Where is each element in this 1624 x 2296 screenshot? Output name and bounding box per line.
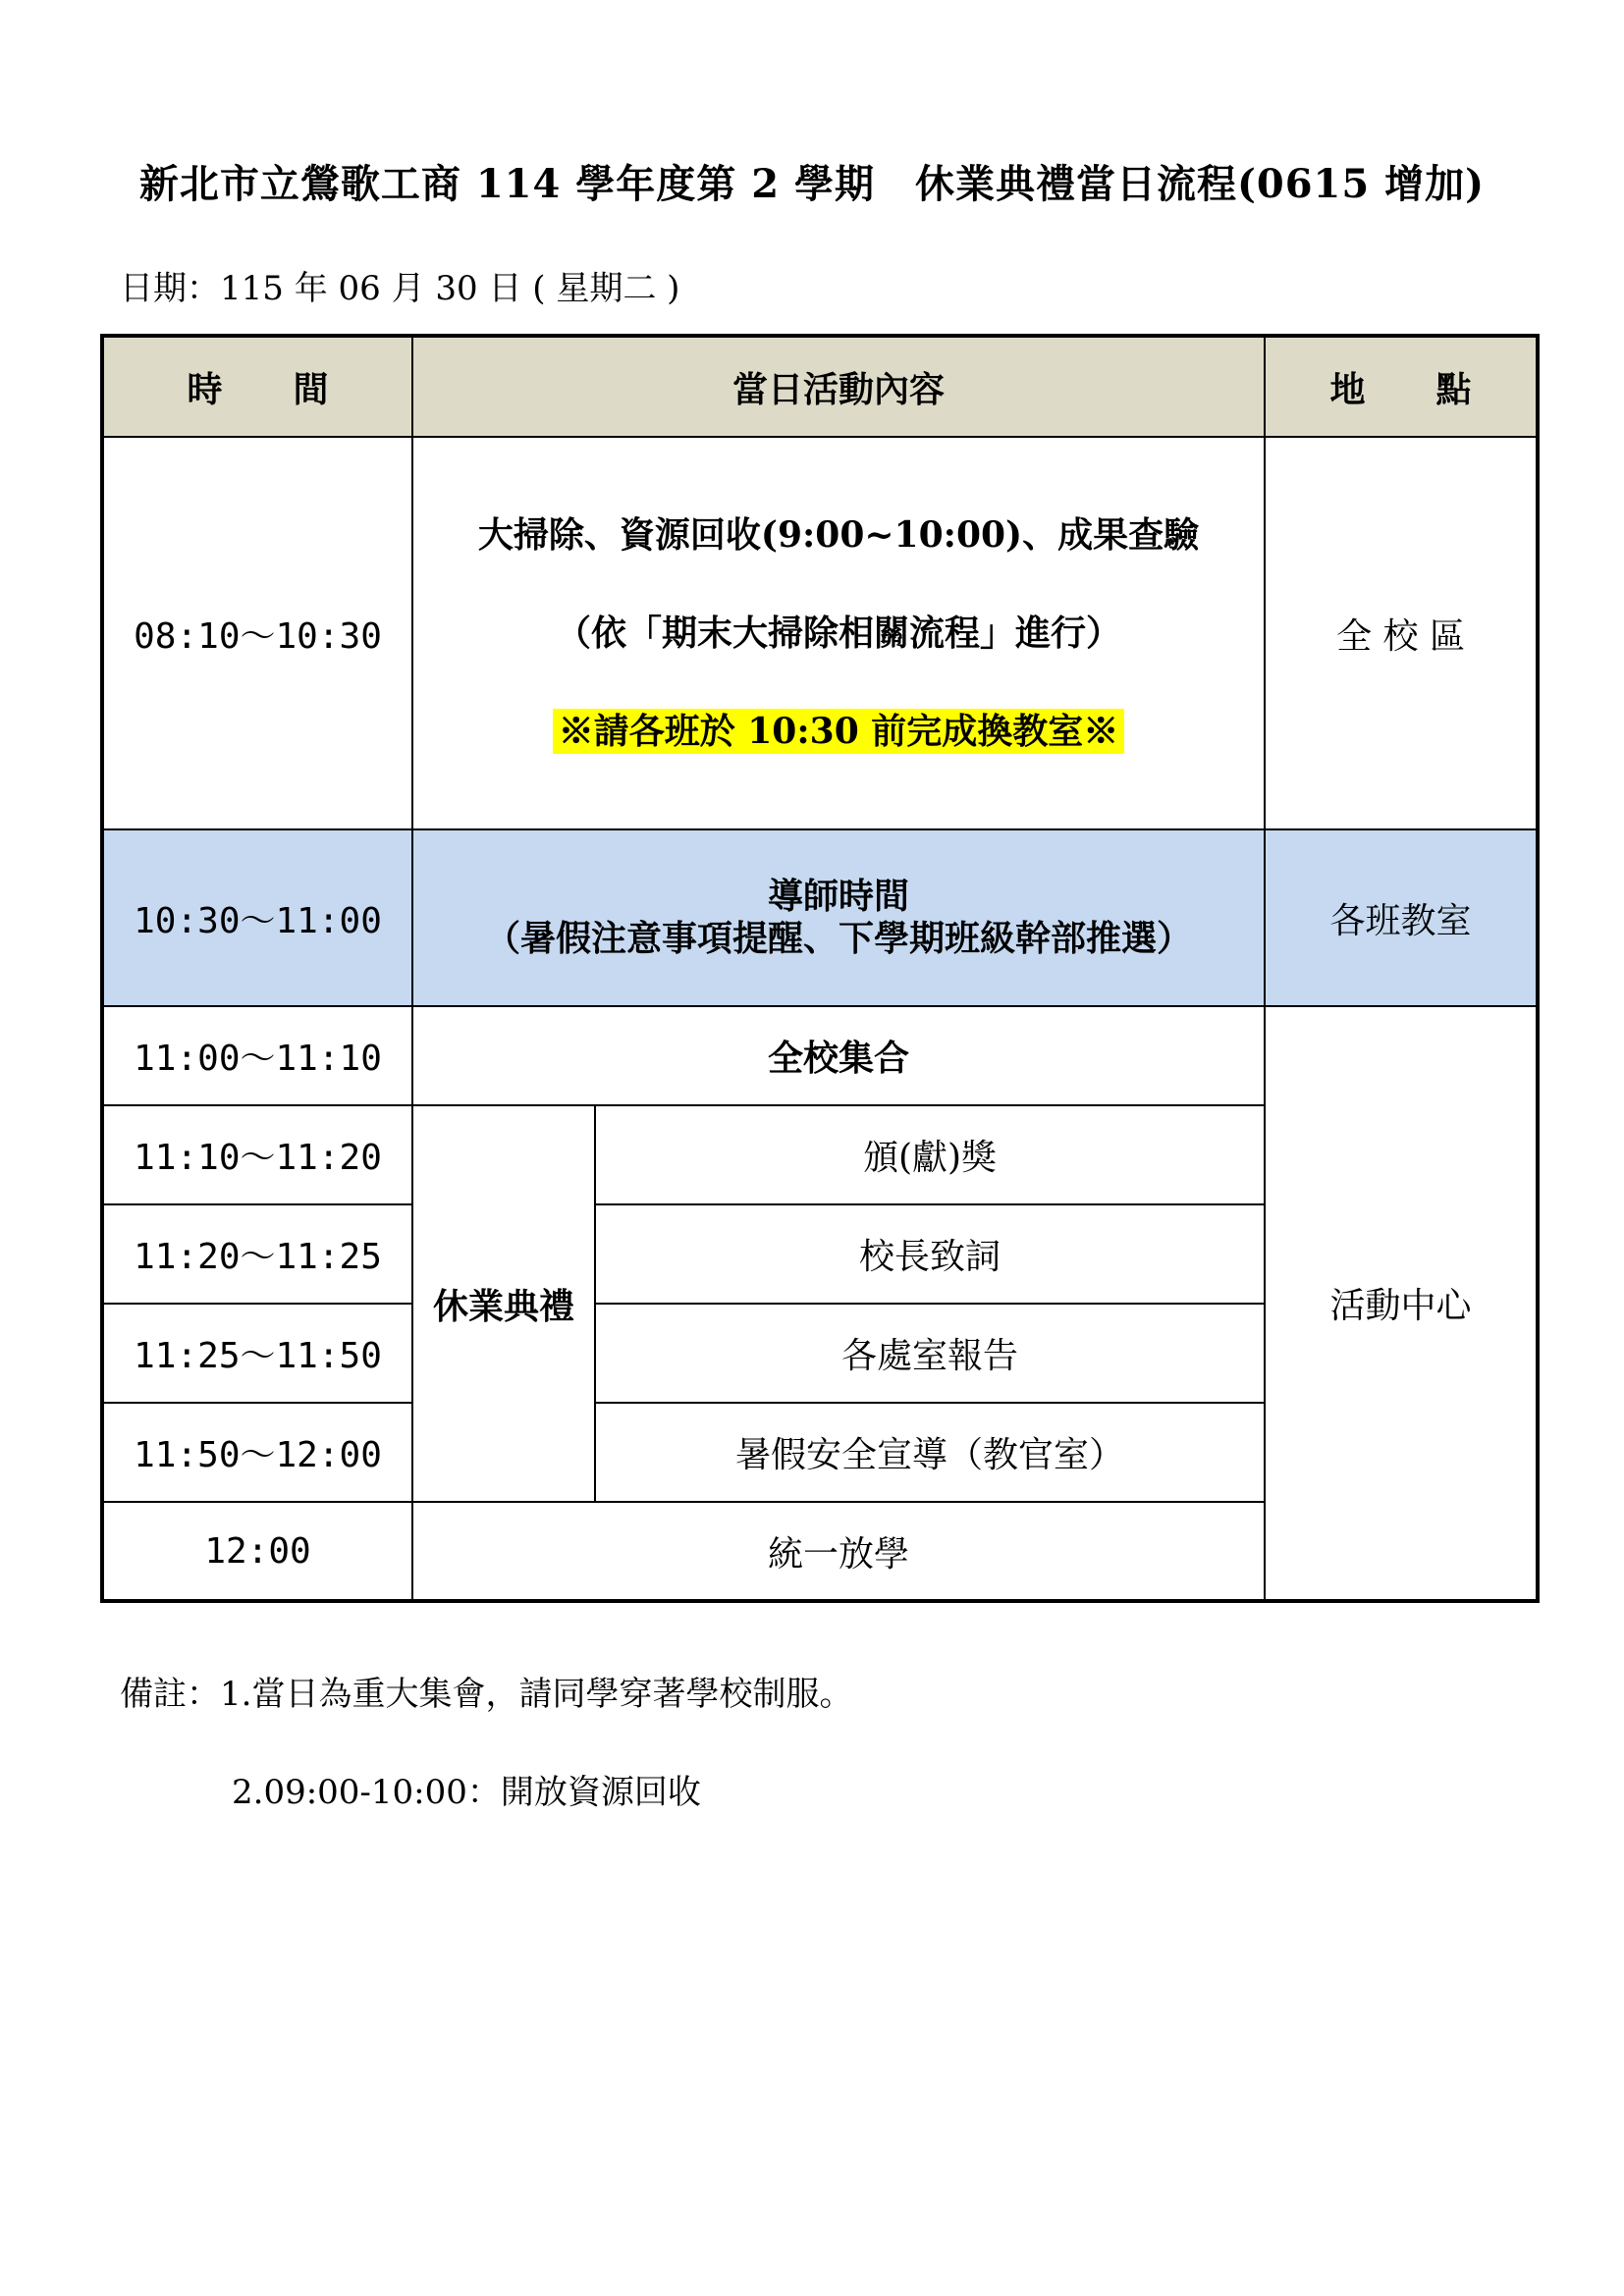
header-time: 時 間 [102,336,412,437]
header-activity: 當日活動內容 [412,336,1265,437]
activity-cell: 統一放學 [412,1502,1265,1601]
time-cell: 08:10～10:30 [102,437,412,829]
table-row-assembly [102,1006,1538,1105]
notes-section [120,1645,852,1842]
header-location: 地 點 [1265,336,1538,437]
time-cell: 11:25～11:50 [102,1304,412,1403]
location-cell: 全 校 區 [1265,437,1538,829]
time-cell: 11:20～11:25 [102,1204,412,1304]
activity-notice-line [413,682,1264,780]
activity-line: 導師時間 [768,875,910,917]
time-cell: 11:00～11:10 [102,1006,412,1105]
activity-cell: 校長致詞 [595,1204,1265,1304]
highlighted-notice: ※請各班於 10:30 前完成換教室※ [553,709,1125,754]
note-line: 2.09:00-10:00：開放資源回收 [232,1773,701,1812]
table-row-cleaning [102,437,1538,829]
schedule-table [100,334,1540,1603]
activity-cell-homeroom [412,829,1265,1006]
time-cell: 10:30～11:00 [102,829,412,1006]
activity-cell: 各處室報告 [595,1304,1265,1403]
table-row-homeroom [102,829,1538,1006]
activity-cell: 全校集合 [412,1006,1265,1105]
activity-cell: 暑假安全宣導（教官室） [595,1403,1265,1502]
note-line: 備註：1.當日為重大集會，請同學穿著學校制服。 [120,1675,853,1714]
location-cell: 各班教室 [1265,829,1538,1006]
activity-cell: 頒(獻)獎 [595,1105,1265,1204]
time-cell: 11:50～12:00 [102,1403,412,1502]
activity-cell-cleaning [412,437,1265,829]
document-title: 新北市立鶯歌工商 114 學年度第 2 學期 休業典禮當日流程(0615 增加) [138,161,1486,207]
ceremony-label-cell: 休業典禮 [412,1105,595,1502]
activity-line: 大掃除、資源回收(9:00~10:00)、成果查驗 [477,514,1200,556]
activity-line: （暑假注意事項提醒、下學期班級幹部推選） [485,918,1193,959]
time-cell: 12:00 [102,1502,412,1601]
time-cell: 11:10～11:20 [102,1105,412,1204]
table-header-row [102,336,1538,437]
location-cell-merged: 活動中心 [1265,1006,1538,1601]
date-line: 日期：115 年 06 月 30 日 ( 星期二 ) [120,269,680,308]
activity-line: （依「期末大掃除相關流程」進行） [556,613,1122,654]
